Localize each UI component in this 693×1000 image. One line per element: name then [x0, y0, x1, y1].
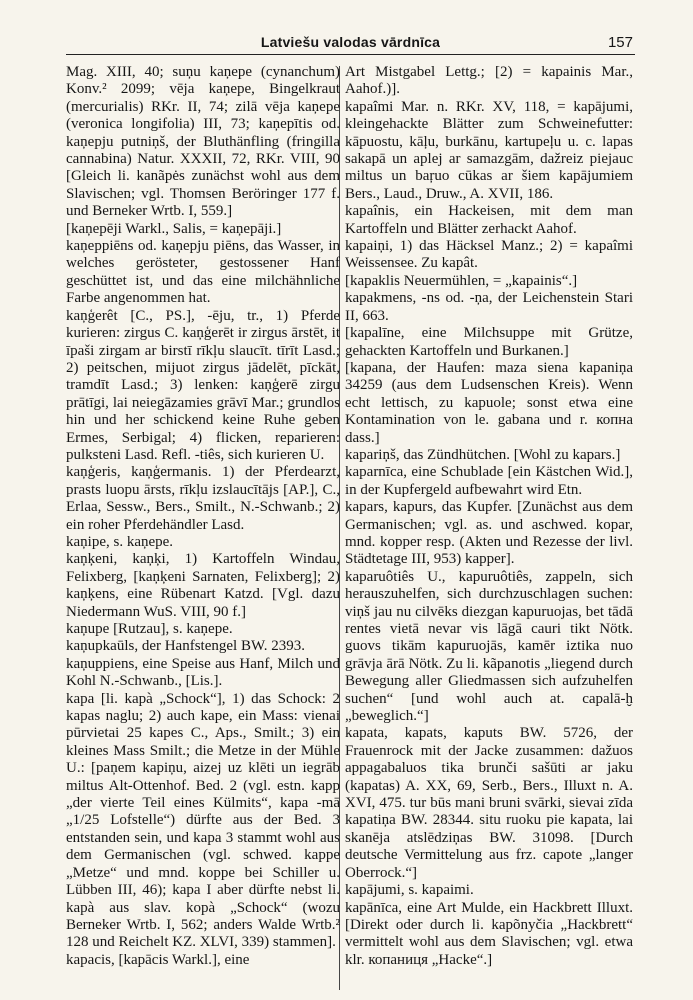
entry-kanipe: kaņipe, s. kaņepe. [66, 533, 174, 550]
entry-kaneppiens: kaņeppiēns od. kaņepju piēns, das Wasser, in welches gerösteter, gestossener Hanf geschüttet ist, und das eine milchähnliche Farbe angenommen hat. [66, 238, 340, 307]
entry-kanupkauls: kaņupkaūls, der Hanfstengel BW. 2393. [66, 638, 305, 655]
entry-kapanica: kapānīca, eine Art Mulde, ein Hackbrett Illuxt. [Direkt oder durch li. kapõnyčia „Hackbrett“ vermittelt wohl aus dem Slavischen; vgl. etwa klr. копаниця „Hacke“.] [345, 899, 633, 968]
entry-kapacis: kapacis, [kapācis Warkl.], eine [66, 951, 250, 968]
entry-kapata: kapata, kapats, kaputs BW. 5726, der Frauenrock mit der Jacke zusammen: dažuos appagabaluos tika brunči sašūti ar jaku (kapatas) A. XX, 69, Serb., Bers., Illuxt n. A. XVI, 475. tur būs mani bruni svārki, sievai zīda kapatiņa BW. 28344. situ ruoku pie kapata, lai skanēja atslēdziņas BW. 31098. [Durch deutsche Vermittelung aus frz. capote „langer Oberrock.“] [345, 725, 633, 881]
page-header [66, 28, 635, 55]
entry-kapainis: kapaînis, ein Hackeisen, mit dem man Kartoffeln und Blätter zerhackt Aahof. [345, 203, 633, 237]
entry-continuation: Mag. XIII, 40; suņu kaņepe (cynanchum) Konv.² 2099; vēja kaņepe, Bingelkraut (mercurialis) RKr. II, 74; zilā vēja kaņepe (veronica longifolia) III, 73; kaņepītis od. kaņepju putniņš, der Bluthänfling (fringilla cannabina) Natur. XXXII, 72, RKr. VIII, 90 [Gleich li. kanãpės zunächst wohl aus dem Slavischen; vgl. Thomsen Beröringer 177 f. und Berneker Wrtb. I, 559.] [66, 64, 340, 220]
entry-kapars: kapars, kapurs, das Kupfer. [Zunächst aus dem Germanischen; vgl. as. und aschwed. kopar, mnd. kopper resp. (Akten und Rezesse der livl. Städtetage III, 953) kapper]. [345, 499, 633, 568]
entry-kanupe: kaņupe [Rutzau], s. kaņepe. [66, 621, 233, 637]
entry-kapaklis: [kapaklis Neuermühlen, = „kapainis“.] [345, 272, 578, 289]
left-column [66, 64, 340, 992]
page-number: 157 [607, 34, 633, 51]
entry-kaparins: kapariņš, das Zündhütchen. [Wohl zu kapars.] [345, 446, 621, 463]
running-title: Latviešu valodas vārdnīca [260, 34, 441, 50]
entry-kapa: kapa [li. kapà „Schock“], 1) das Schock: 2 kapas naglu; 2) auch kape, ein Mass: vienai pūrvietai 25 kapes C., Aps., Smilt.; 3) ein kleines Mass Smilt.; die Metze in der Mühle U.: [paņem kapiņu, aizej uz klēti un iegrāb miltus Alt-Ottenhof. Bed. 2 (vgl. estn. kapp „der vierte Teil eines Külmits“, kapa -mā „1/25 Lofstelle“) dürfte aus der Bed. 3 entstanden sein, und kapa 3 stammt wohl aus dem Germanischen (vgl. schwed. kappe „Metze“ und mnd. koppe bei Schiller u. Lübben III, 46); kapa I aber dürfte nebst li. kapà aus slav. kopà „Schock“ (wozu Berneker Wrtb. I, 562; anders Walde Wrtb.² 128 und Reichelt KZ. XLVI, 339) stammen]. [66, 690, 340, 951]
entry-kanepeji: [kaņepēji Warkl., Salis, = kaņepāji.] [66, 220, 282, 237]
entry-kankeni: kaņķeni, kaņķi, 1) Kartoffeln Windau, Felixberg, [kaņķeni Sarnaten, Felixberg]; 2) kaņķens, eine Rübenart Katzd. [Vgl. dazu Niedermann WuS. VIII, 90 f.] [66, 551, 340, 620]
entry-kapaini: kapaiņi, 1) das Häcksel Manz.; 2) = kapaîmi Weissensee. Zu kapât. [345, 238, 633, 272]
entry-kapacis-continuation: Art Mistgabel Lettg.; [2) = kapainis Mar., Aahof.)]. [345, 64, 633, 98]
entry-kaparuoties: kaparuôtiês U., kapuruôtiês, zappeln, sich herauszuhelfen, sich durchzuschlagen suchen: viņš jau nu cilvēks diezgan kapuruojas, bet tādā rentes vietā nevar vis lāgā cauri tikt Nötk. guovs tikām kapuruojās, kamēr iztika nuo grāvja ārā Nötk. Zu li. kãpanotis „liegend durch Bewegung aller Gliedmassen sich aufzuhelfen suchen“ [und wohl auch at. capalā-ḫ „beweglich.“] [345, 568, 633, 725]
entry-kapaimi: kapaîmi Mar. n. RKr. XV, 118, = kapājumi, kleingehackte Blätter zum Schweinefutter: kāpuostu, kāļu, burkānu, kartupeļu u. c. lapas sakapā un aplej ar samazgām, dažreiz piejauc miltus un baŗuo cūkas ar šiem kapājumiem Bers., Laud., Druw., A. XVII, 186. [345, 98, 633, 202]
entry-kaparnica: kaparnīca, eine Schublade [ein Kästchen Wid.], in der Kupfergeld aufbewahrt wird Etn. [345, 464, 633, 498]
entry-kapakmens: kapakmens, -ns od. -ņa, der Leichenstein Stari II, 663. [345, 290, 633, 324]
entry-kapaline: [kapalīne, eine Milchsuppe mit Grütze, gehackten Kartoffeln und Burkanen.] [345, 325, 633, 359]
right-column [345, 64, 633, 992]
entry-kapajumi: kapājumi, s. kapaimi. [345, 882, 474, 899]
entry-kangeret: kaņģerêt [C., PS.], -ēju, tr., 1) Pferde kurieren: zirgus C. kaņģerēt ir zirgus ārstēt, it īpaši zirgam ar birstī rīkļu slaucīt. tīrīt Lasd.; 2) peitschen, mijuot zirgus jādelēt, pīckāt, tramdīt Lasd.; 3) lenken: kaņģerē zirgu prātīgi, lai neiegāzamies grāvī Mar.; grundlos hin und her schickend keine Ruhe geben Ermes, Serbigal; 4) flicken, reparieren: pulksteni Lasd. Refl. -tiês, sich kurieren U. [66, 307, 340, 463]
entry-kanuppiens: kaņuppiens, eine Speise aus Hanf, Milch und Kohl N.-Schwanb., [Lis.]. [66, 655, 340, 690]
entry-kangeris: kaņģeris, kaņģermanis. 1) der Pferdearzt, prasts luopu ārsts, rīkļu izslaucītājs [AP.], C., Erlaa, Sessw., Bers., Smilt., N.-Schwanb.; 2) ein roher Pferdehändler Lasd. [66, 464, 340, 533]
entry-kapana: [kapana, der Haufen: maza siena kapaniņa 34259 (aus dem Ludsenschen Kreis). Wenn echt lettisch, zu kapuole; sonst etwa eine Kontamination von le. gabana und r. копна dass.] [345, 359, 633, 446]
